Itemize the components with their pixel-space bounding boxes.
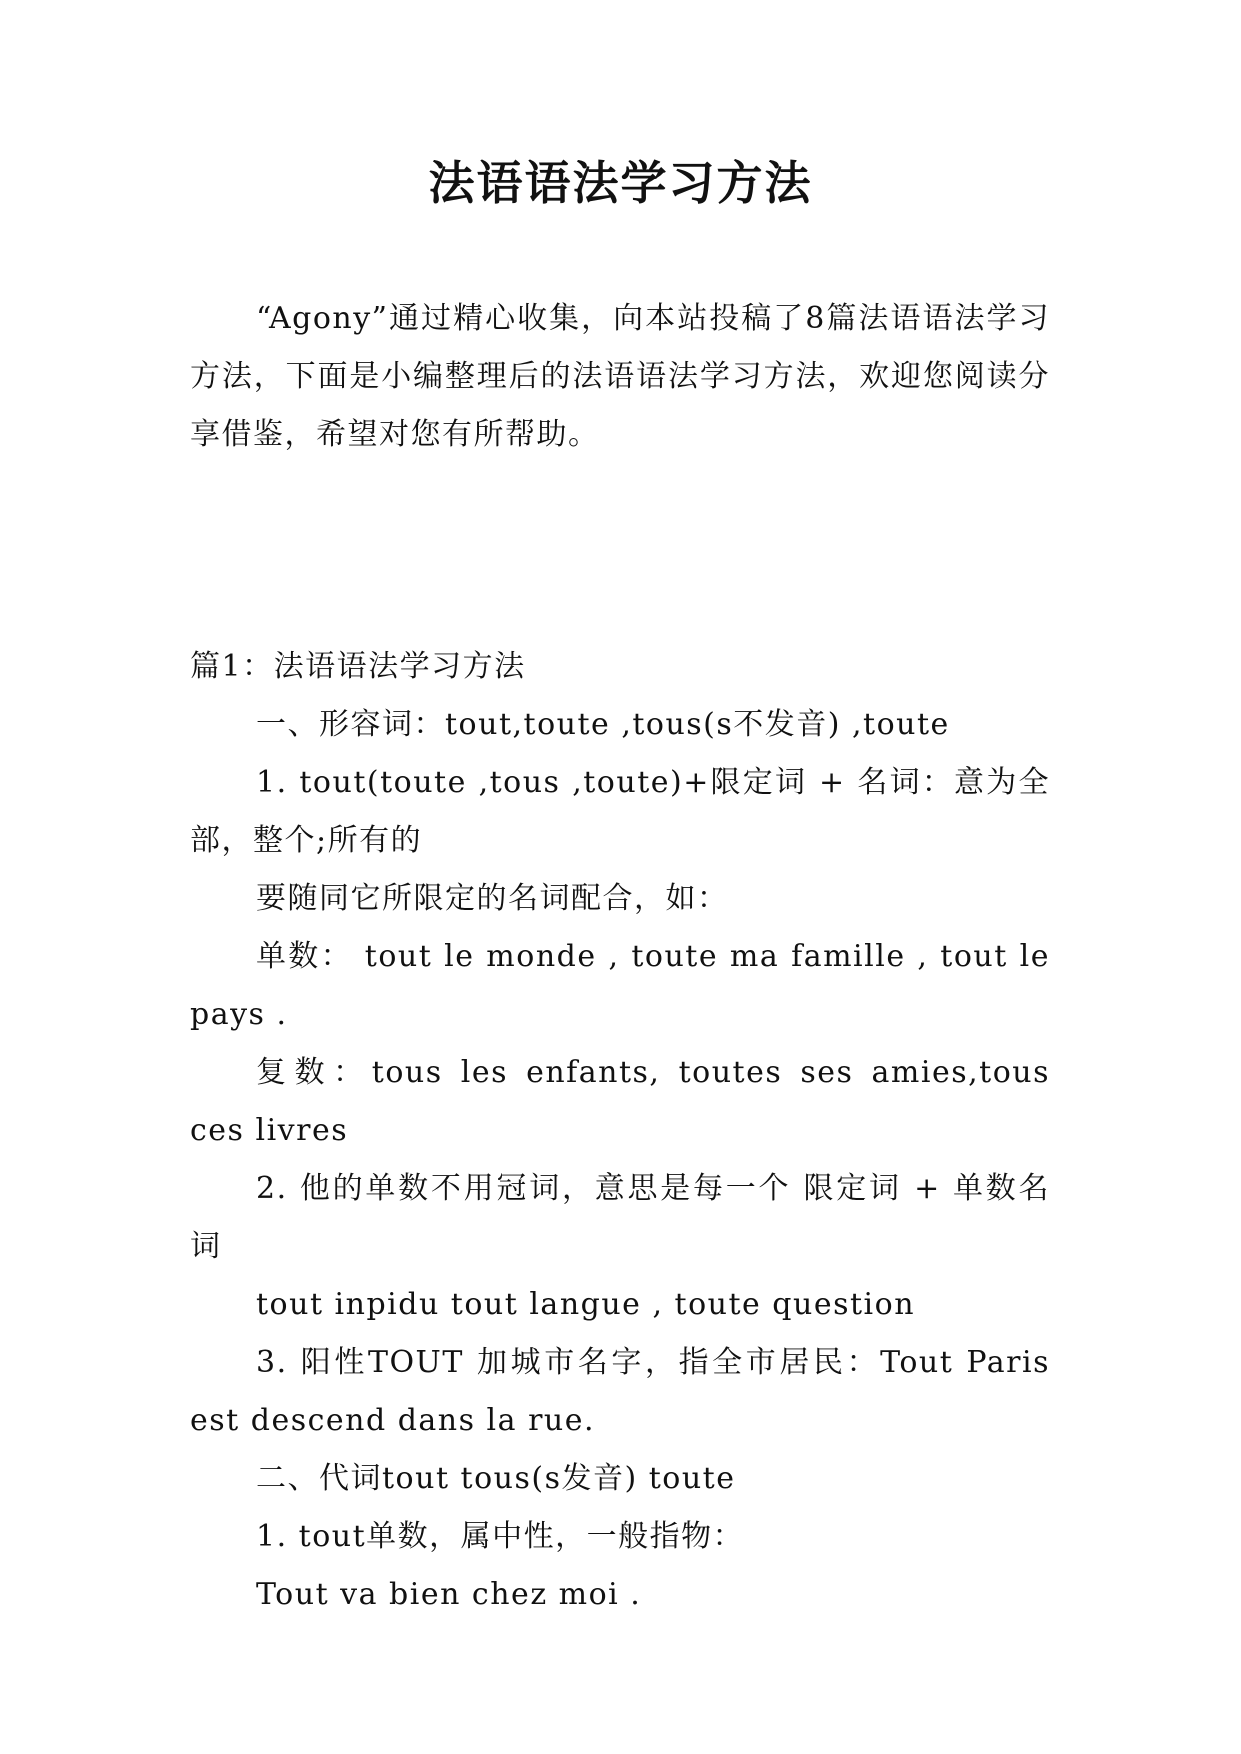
intro-paragraph: “Agony”通过精心收集，向本站投稿了8篇法语语法学习方法，下面是小编整理后的法语语法学习方法，欢迎您阅读分享借鉴，希望对您有所帮助。	[190, 301, 1050, 452]
document-body	[190, 290, 1050, 1624]
section-spacer	[190, 464, 1050, 638]
paragraph-singular: 单数： tout le monde , toute ma famille , tout le pays .	[190, 939, 1050, 1032]
paragraph-pronoun: 二、代词tout tous(s发音) toute	[256, 1461, 736, 1496]
paragraph-pronoun-rule-1: 1. tout单数，属中性，一般指物：	[256, 1519, 745, 1554]
paragraph-plural: 复数：tous les enfants, toutes ses amies,tous ces livres	[190, 1055, 1050, 1148]
document-title: 法语语法学习方法	[428, 156, 813, 210]
paragraph-rule-3: 3. 阳性TOUT 加城市名字，指全市居民：Tout Paris est descend dans la rue.	[190, 1345, 1050, 1438]
paragraph-example-2: tout inpidu tout langue , toute question	[256, 1287, 916, 1322]
paragraph-agreement: 要随同它所限定的名词配合，如：	[256, 881, 729, 916]
paragraph-rule-1: 1. tout(toute ,tous ,toute)+限定词 + 名词：意为全部，整个;所有的	[190, 765, 1050, 858]
paragraph-rule-2: 2. 他的单数不用冠词，意思是每一个 限定词 + 单数名词	[190, 1171, 1050, 1264]
paragraph-adjective: 一、形容词：tout,toute ,tous(s不发音) ,toute	[256, 707, 950, 742]
section-heading: 篇1：法语语法学习方法	[190, 649, 526, 684]
paragraph-example-pronoun: Tout va bien chez moi .	[256, 1577, 642, 1612]
